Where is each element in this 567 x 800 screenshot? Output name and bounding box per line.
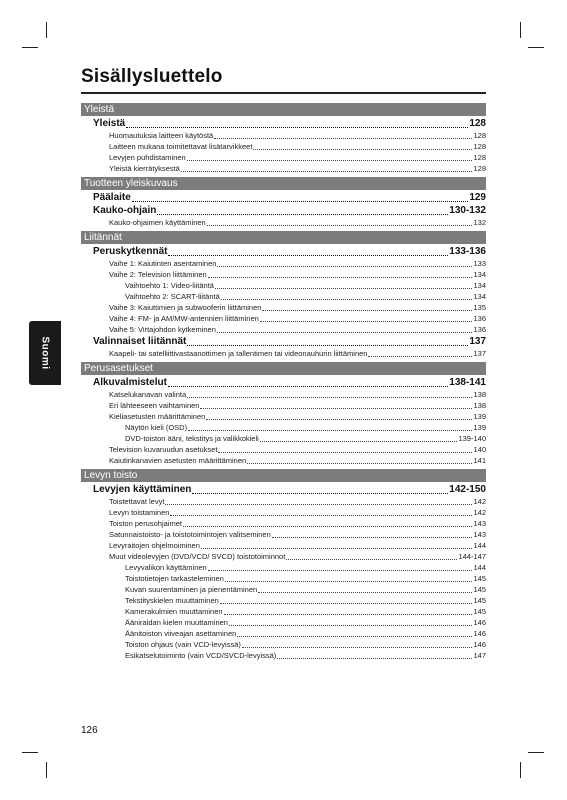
toc-entry-page: 132	[473, 218, 486, 227]
toc-entry-page: 145	[473, 585, 486, 594]
toc-entry[interactable]	[81, 433, 486, 444]
title-rule	[81, 92, 486, 94]
dot-leader	[237, 635, 472, 637]
toc-entry-page: 145	[473, 574, 486, 583]
toc-entry-label: Näytön kieli (OSD)	[125, 423, 188, 432]
toc-entry-page: 146	[473, 629, 486, 638]
toc-entry-page: 137	[469, 336, 486, 347]
dot-leader	[217, 331, 473, 333]
toc-entry-label: Toiston ohjaus (vain VCD-levyissä)	[125, 640, 241, 649]
crop-mark	[22, 47, 38, 48]
toc-entry-page: 128	[473, 142, 486, 151]
toc-entry-page: 144	[473, 541, 486, 550]
toc-entry-page: 128	[473, 153, 486, 162]
dot-leader	[220, 602, 473, 604]
toc-entry[interactable]	[81, 245, 486, 258]
dot-leader	[214, 137, 472, 139]
toc-entry-page: 143	[473, 519, 486, 528]
dot-leader	[168, 385, 448, 387]
toc-entry[interactable]	[81, 324, 486, 335]
dot-leader	[272, 536, 473, 538]
toc-entry-page: 139-140	[458, 434, 486, 443]
dot-leader	[207, 224, 473, 226]
dot-leader	[200, 407, 472, 409]
toc-entry-page: 147	[473, 651, 486, 660]
toc-entry-label: Valinnaiset liitännät	[93, 336, 187, 347]
toc-entry[interactable]	[81, 639, 486, 650]
section-heading: Levyn toisto	[81, 469, 486, 482]
toc-entry-label: Vaihtoehto 2: SCART-liitäntä	[125, 292, 220, 301]
toc-entry-page: 146	[473, 618, 486, 627]
toc-entry-page: 137	[473, 349, 486, 358]
toc-entry-page: 128	[469, 118, 486, 129]
toc-entry-page: 143	[473, 530, 486, 539]
toc-entry[interactable]	[81, 117, 486, 130]
toc-entry[interactable]	[81, 376, 486, 389]
toc-entry-page: 135	[473, 303, 486, 312]
section-heading: Tuotteen yleiskuvaus	[81, 177, 486, 190]
toc-entry-page: 139	[473, 412, 486, 421]
toc-entry-page: 133	[473, 259, 486, 268]
toc-entry-label: Yleistä	[93, 118, 126, 129]
dot-leader	[225, 580, 473, 582]
toc-entry[interactable]	[81, 152, 486, 163]
toc-entry[interactable]	[81, 562, 486, 573]
toc-entry[interactable]	[81, 595, 486, 606]
dot-leader	[201, 547, 473, 549]
dot-leader	[262, 309, 472, 311]
toc-entry-page: 136	[473, 325, 486, 334]
dot-leader	[208, 569, 473, 571]
toc-entry-label: Ääniraidan kielen muuttaminen	[125, 618, 228, 627]
toc-entry[interactable]	[81, 617, 486, 628]
toc-entry-label: Kauko-ohjaimen käyttäminen	[109, 218, 206, 227]
toc-entry[interactable]	[81, 551, 486, 562]
page-number: 126	[81, 725, 98, 736]
toc-entry-label: Äänitoiston viiveajan asettaminen	[125, 629, 237, 638]
crop-mark	[22, 752, 38, 753]
toc-entry[interactable]	[81, 606, 486, 617]
dot-leader	[181, 170, 473, 172]
toc-entry-label: Vaihtoehto 1: Video-liitäntä	[125, 281, 214, 290]
toc-entry-label: Vaihe 5: Virtajohdon kytkeminen	[109, 325, 216, 334]
toc-entry[interactable]	[81, 584, 486, 595]
toc-entry-label: Päälaite	[93, 192, 131, 203]
toc-entry-page: 138-141	[449, 377, 486, 388]
toc-entry-label: Kaiutinkanavien asetusten määrittäminen	[109, 456, 247, 465]
section-heading: Yleistä	[81, 103, 486, 116]
dot-leader	[260, 320, 473, 322]
toc-entry-page: 130-132	[449, 205, 486, 216]
toc-entry-label: Esikatselutoiminto (vain VCD/SVCD-levyissä)	[125, 651, 277, 660]
toc-entry[interactable]	[81, 444, 486, 455]
dot-leader	[247, 462, 472, 464]
toc-entry[interactable]	[81, 628, 486, 639]
toc-entry[interactable]	[81, 291, 486, 302]
toc-entry-label: Vaihe 3: Kaiuttimien ja subwooferin liittäminen	[109, 303, 262, 312]
toc-entry[interactable]	[81, 496, 486, 507]
toc-entry[interactable]	[81, 302, 486, 313]
toc-entry-page: 134	[473, 281, 486, 290]
toc-entry[interactable]	[81, 483, 486, 496]
toc-entry-page: 133-136	[449, 246, 486, 257]
toc-entry-page: 145	[473, 607, 486, 616]
toc-entry-label: Alkuvalmistelut	[93, 377, 167, 388]
toc-entry[interactable]	[81, 269, 486, 280]
toc-entry[interactable]	[81, 141, 486, 152]
toc-entry-page: 139	[473, 423, 486, 432]
dot-leader	[253, 148, 472, 150]
toc-entry-page: 144-147	[458, 552, 486, 561]
toc-entry-label: Muut videolevyjen (DVD/VCD/ SVCD) toistotoiminnot	[109, 552, 286, 561]
toc-entry-label: Toistotietojen tarkasteleminen	[125, 574, 224, 583]
dot-leader	[277, 657, 472, 659]
page-title: Sisällysluettelo	[81, 66, 223, 87]
toc-entry-page: 129	[469, 192, 486, 203]
toc-entry-page: 134	[473, 292, 486, 301]
dot-leader	[170, 514, 472, 516]
toc-entry-label: Levyvalikon käyttäminen	[125, 563, 207, 572]
toc-entry-page: 128	[473, 131, 486, 140]
side-tab-label: Suomi	[39, 336, 51, 370]
toc-entry-label: Levyn toistaminen	[109, 508, 170, 517]
toc-entry-page: 144	[473, 563, 486, 572]
toc-entry-label: Huomautuksia laitteen käytöstä	[109, 131, 214, 140]
toc-entry[interactable]	[81, 540, 486, 551]
dot-leader	[218, 451, 472, 453]
toc-entry[interactable]	[81, 258, 486, 269]
toc-entry[interactable]	[81, 191, 486, 204]
dot-leader	[368, 355, 472, 357]
toc-entry[interactable]	[81, 389, 486, 400]
toc-entry-label: Vaihe 2: Television liittäminen	[109, 270, 207, 279]
toc-entry[interactable]	[81, 217, 486, 228]
toc-entry[interactable]	[81, 573, 486, 584]
toc-entry[interactable]	[81, 411, 486, 422]
crop-mark	[528, 752, 544, 753]
toc-entry[interactable]	[81, 455, 486, 466]
toc-entry-page: 136	[473, 314, 486, 323]
dot-leader	[258, 591, 472, 593]
toc-entry-label: Kieliasetusten määrittäminen	[109, 412, 206, 421]
toc-entry[interactable]	[81, 204, 486, 217]
toc-entry[interactable]	[81, 518, 486, 529]
table-of-contents	[81, 100, 486, 661]
dot-leader	[217, 265, 472, 267]
dot-leader	[192, 492, 448, 494]
dot-leader	[187, 396, 472, 398]
dot-leader	[224, 613, 473, 615]
toc-entry-page: 140	[473, 445, 486, 454]
toc-entry[interactable]	[81, 130, 486, 141]
toc-entry-page: 146	[473, 640, 486, 649]
toc-entry[interactable]	[81, 163, 486, 174]
toc-entry-page: 145	[473, 596, 486, 605]
toc-entry-label: Kaapeli- tai satelliittivastaanottimen ja tallentimen tai videonauhurin liittäminen	[109, 349, 368, 358]
toc-entry-label: Yleistä kierrätyksestä	[109, 164, 180, 173]
dot-leader	[215, 287, 473, 289]
crop-mark	[528, 47, 544, 48]
dot-leader	[165, 503, 472, 505]
toc-entry-label: Tekstityskielen muuttaminen	[125, 596, 219, 605]
toc-entry-page: 142	[473, 497, 486, 506]
toc-entry-page: 138	[473, 390, 486, 399]
toc-entry-label: Toistettavat levyt	[109, 497, 165, 506]
toc-entry-page: 134	[473, 270, 486, 279]
crop-mark	[46, 22, 47, 38]
crop-mark	[46, 762, 47, 778]
toc-entry-label: Katselukanavan valinta	[109, 390, 187, 399]
dot-leader	[286, 558, 457, 560]
toc-entry-label: Kamerakulmien muuttaminen	[125, 607, 223, 616]
section-heading: Perusasetukset	[81, 362, 486, 375]
dot-leader	[221, 298, 473, 300]
toc-entry-label: Eri lähteeseen vaihtaminen	[109, 401, 200, 410]
toc-entry-page: 142-150	[449, 484, 486, 495]
dot-leader	[168, 254, 448, 256]
toc-entry-page: 142	[473, 508, 486, 517]
toc-entry-label: Toiston perusohjaimet	[109, 519, 182, 528]
toc-entry-label: Television kuvaruudun asetukset	[109, 445, 218, 454]
dot-leader	[126, 126, 468, 128]
toc-entry[interactable]	[81, 313, 486, 324]
dot-leader	[183, 525, 473, 527]
toc-entry-label: Satunnaistoisto- ja toistotoimintojen valitseminen	[109, 530, 271, 539]
toc-entry-label: Kuvan suurentaminen ja pienentäminen	[125, 585, 258, 594]
toc-entry-page: 138	[473, 401, 486, 410]
dot-leader	[157, 213, 448, 215]
toc-entry-label: Kauko-ohjain	[93, 205, 157, 216]
dot-leader	[187, 344, 468, 346]
dot-leader	[187, 159, 473, 161]
dot-leader	[206, 418, 472, 420]
section-heading: Liitännät	[81, 231, 486, 244]
crop-mark	[520, 22, 521, 38]
toc-entry-label: Peruskytkennät	[93, 246, 168, 257]
toc-entry-page: 128	[473, 164, 486, 173]
dot-leader	[188, 429, 472, 431]
toc-entry-label: Levyjen puhdistaminen	[109, 153, 186, 162]
toc-entry[interactable]	[81, 529, 486, 540]
toc-entry[interactable]	[81, 650, 486, 661]
toc-entry-label: DVD-toiston ääni, tekstitys ja valikkokieli	[125, 434, 259, 443]
toc-entry[interactable]	[81, 348, 486, 359]
dot-leader	[260, 440, 458, 442]
toc-entry-page: 141	[473, 456, 486, 465]
dot-leader	[242, 646, 473, 648]
dot-leader	[208, 276, 473, 278]
dot-leader	[132, 200, 469, 202]
toc-entry-label: Vaihe 1: Kaiutinten asentaminen	[109, 259, 217, 268]
toc-entry-label: Vaihe 4: FM- ja AM/MW-antennien liittäminen	[109, 314, 259, 323]
toc-entry[interactable]	[81, 280, 486, 291]
toc-entry[interactable]	[81, 422, 486, 433]
dot-leader	[229, 624, 473, 626]
toc-entry[interactable]	[81, 400, 486, 411]
crop-mark	[520, 762, 521, 778]
toc-entry[interactable]	[81, 507, 486, 518]
toc-entry[interactable]	[81, 335, 486, 348]
toc-entry-label: Levyraitojen ohjelmoiminen	[109, 541, 200, 550]
toc-entry-label: Laitteen mukana toimitettavat lisätarvikkeet	[109, 142, 253, 151]
language-side-tab	[29, 321, 61, 385]
toc-entry-label: Levyjen käyttäminen	[93, 484, 192, 495]
